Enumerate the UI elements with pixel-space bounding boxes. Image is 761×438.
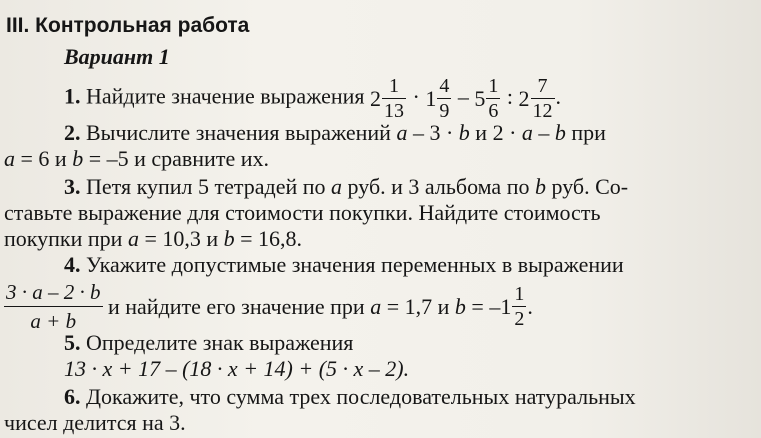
expr-part: и 2 · <box>469 120 522 145</box>
variable: b <box>72 146 84 171</box>
task-3-text: = 16,8. <box>234 226 303 251</box>
variable: a <box>521 120 533 145</box>
task-1-expression <box>370 75 561 122</box>
task-1-text: Найдите значение выражения <box>86 83 365 109</box>
task-6-number: 6. <box>64 384 81 409</box>
task-6-text: Докажите, что сумма трех последовательных натуральных <box>86 384 636 409</box>
task-3-line-1 <box>64 174 628 200</box>
task-3-line-3 <box>4 226 302 252</box>
expr-part: – <box>532 120 555 145</box>
variable: a <box>127 226 139 251</box>
task-2-text: при <box>565 120 606 145</box>
task-3-text: = 10,3 и <box>138 226 224 251</box>
task-1 <box>64 76 561 121</box>
denominator: 13 <box>384 100 405 122</box>
expr-part: = –5 и сравните их. <box>83 146 269 171</box>
denominator: 9 <box>439 100 450 122</box>
section-title: III. Контрольная работа <box>6 14 250 37</box>
numerator: 3 · a – 2 · b <box>4 281 103 307</box>
expr-part: = 1,7 и <box>381 293 455 319</box>
operator: · <box>412 83 420 109</box>
mixed-whole: 1 <box>425 85 437 111</box>
task-3-text: руб. и 3 альбома по <box>342 174 535 199</box>
numerator: 4 <box>439 75 450 97</box>
task-5-number: 5. <box>64 330 81 355</box>
operator: : <box>506 83 513 109</box>
numerator: 7 <box>531 76 555 99</box>
variable: a <box>331 174 343 199</box>
task-6-line-1 <box>64 384 636 410</box>
numerator: 1 <box>488 75 499 97</box>
variable: a <box>370 293 382 319</box>
variable: b <box>454 293 466 319</box>
task-3-line-2: ставьте выражение для стоимости покупки. Найдите стоимость <box>4 200 601 225</box>
variable: b <box>458 120 470 145</box>
variable: b <box>554 120 566 145</box>
variable: b <box>223 226 235 251</box>
fraction <box>512 284 526 329</box>
expr-part: = 6 и <box>15 146 73 171</box>
task-2-line-1 <box>64 120 606 146</box>
task-6-line-2: чисел делится на 3. <box>4 410 186 435</box>
denominator: 12 <box>532 100 553 122</box>
task-5-line-1 <box>64 330 353 356</box>
mixed-whole: 5 <box>474 85 486 111</box>
variable: b <box>534 174 546 199</box>
expr-part: – 3 · <box>407 120 459 145</box>
mixed-whole: 2 <box>370 85 382 111</box>
denominator: a + b <box>30 309 77 334</box>
task-5-expression: 13 · x + 17 – (18 · x + 14) + (5 · x – 2). <box>64 356 410 381</box>
denominator: 6 <box>488 100 499 122</box>
expr-part: = –1 <box>465 293 512 319</box>
task-4-text: Укажите допустимые значения переменных в выражении <box>86 252 624 277</box>
task-1-number: 1. <box>64 83 81 109</box>
fraction <box>437 76 451 121</box>
task-5-text: Определите знак выражения <box>86 330 354 355</box>
task-2-line-2 <box>4 146 269 172</box>
period: . <box>555 83 561 109</box>
task-3-text: покупки при <box>4 226 128 251</box>
mixed-whole: 2 <box>518 85 530 111</box>
task-3-text: Петя купил 5 тетрадей по <box>86 174 332 199</box>
period: . <box>527 293 533 319</box>
numerator: 1 <box>514 283 525 306</box>
variable: a <box>4 146 15 171</box>
variant-title: Вариант 1 <box>64 44 170 69</box>
expression-fraction <box>4 281 103 332</box>
fraction <box>531 76 555 121</box>
task-2-text: Вычислите значения выражений <box>86 120 391 145</box>
operator: – <box>457 83 469 109</box>
task-4-line-2 <box>4 280 533 333</box>
task-4-line-1 <box>64 252 624 278</box>
fraction <box>486 76 500 121</box>
variable: a <box>396 120 408 145</box>
denominator: 2 <box>514 308 525 331</box>
task-4-number: 4. <box>64 252 81 277</box>
task-2-number: 2. <box>64 120 81 145</box>
task-4-text: и найдите его значение при <box>108 293 371 319</box>
fraction <box>382 76 406 121</box>
numerator: 1 <box>382 76 406 99</box>
task-3-text: руб. Со- <box>545 174 629 199</box>
task-3-number: 3. <box>64 174 81 199</box>
